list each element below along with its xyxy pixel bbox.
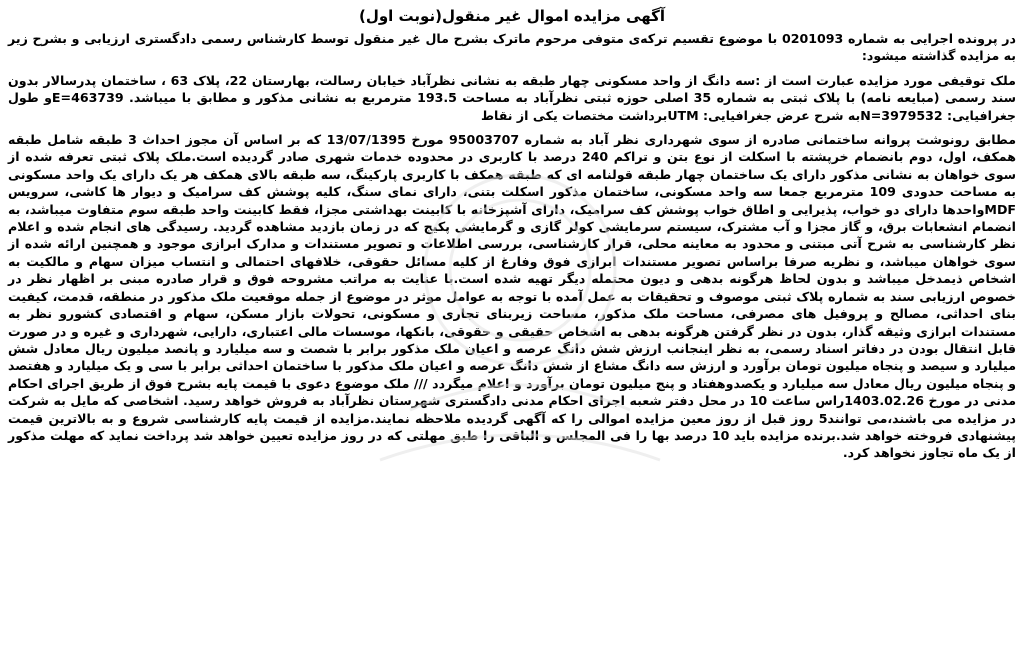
intro-paragraph: در پرونده اجرایی به شماره 0201093 با موضوع تقسیم ترکه‌ی متوفی مرحوم ماترک بشرح مال غیر منقول توسط کارشناس رسمی دادگستری ارزیابی و بشرح زیر به مزایده گذاشته میشود: (8, 31, 1016, 64)
notice-title: آگهی مزایده اموال غیر منقول(نوبت اول) (358, 7, 666, 25)
appraisal-details-paragraph: مطابق رونوشت پروانه ساختمانی صادره از سوی شهرداری نظر آباد به شماره 95003707 مورخ 13/07/1395 که بر اساس آن مجوز احداث 3 طبقه شامل طبقه همکف، اول، دوم بانضمام خرپشته با اسکلت از نوع بتن و تراکم 240 درصد با کاربری در محدوده خدمات شهری صادر گردیده است.ملک پلاک ثبتی تعرفه شده از سوی خواهان به نشانی مذکور دارای یک ساختمان چهار طبقه قولنامه ای که طبقه همکف با کاربری پارکینگ، سه طبقه بالای همکف هر یک دارای یک واحد مسکونی به مساحت حدودی 109 مترمربع جمعا سه واحد مسکونی، ساختمان مذکور اسکلت بتنی، دارای نمای سنگ، کلیه پوشش کف سرامیک و دیوار ها کاشی، سرویس MDFواحدها دارای دو خواب، پذیرایی و اطاق خواب پوشش کف سرامیک، دارای آشپزخانه با کابینت بهداشتی مجزا، فقط کابینت واحد طبقه سوم متفاوت میباشد، به انضمام انشعابات برق، و گاز مجزا و آب مشترک، سیستم سرمایشی کولر گازی و گرمایشی پکیج که در زمان بازدید مشاهده گردید. رسیدگی های انجام شده و اعلام نظر کارشناسی به شرح آتی مبتنی و محدود به معاینه محلی، قرار کارشناسی، بررسی اطلاعات و تصویر مستندات و مدارک ابرازی موجود و همچنین ارائه شده از سوی خواهان میباشد، و نظریه صرفا براساس تصویر مستندات ابرازی فوق وفارغ از کلیه مسائل حقوقی، خلافهای احتمالی و انتساب میزان سهام و مالکیت به اشخاص ذیمدخل میباشد و بدون لحاظ هرگونه بدهی و دیون محتمله دیگر تهیه شده است.با عنایت به مراتب مشروحه فوق و قرار صادره مبنی بر اظهار نظر در خصوص ارزیابی سند به شماره پلاک ثبتی موصوف و تحقیقات به عمل آمده با توجه به عوامل موثر در موضوع از جمله موقعیت ملک مذکور در منطقه، قدمت، کیفیت بنای احداثی، مصالح و پروفیل های مصرفی، مساحت ملک مذکور، مساحت زیربنای تجاری و مسکونی، تحولات بازار مسکن، سهام و اقتصادی کشورو نظر به مستندات ابرازی وثیقه گذار، بدون در نظر گرفتن هرگونه بدهی به اشخاص حقیقی و حقوقی، بانکها، موسسات مالی اعتباری، دارایی، شهرداری و غیره و در صورت قابل انتقال بودن در دفاتر اسناد رسمی، به نظر اینجانب ارزش شش دانگ عرصه و اعیان ملک مذکور برابر با شصت و سه میلیارد و پانصد میلیون ریال معادل شش میلیارد و سیصد و پنجاه میلیون تومان برآورد و ارزش سه دانگ مشاع از شش دانگ عرصه و اعیان ملک مذکور با ساختمان احداثی برابر با سی و یک میلیارد و هفتصد و پنجاه میلیون ریال معادل سه میلیارد و یکصدوهفتاد و پنج میلیون تومان برآورد و اعلام میگردد /// ملک موضوع دعوی با قیمت پایه بشرح فوق از طریق اجرای احکام مدنی در مورخ 1403.02.26راس ساعت 10 در محل دفتر شعبه اجرای احکام مدنی دادگستری شهرستان نظرآباد به فروش خواهد رسید. اشخاصی که مایل به شرکت در مزایده می باشند،می توانند5 روز قبل از روز معین مزایده اموالی را که آگهی گردیده ملاحظه نمایند.مزایده از قیمت پایه کارشناسی شروع و به بالاترین قیمت پیشنهادی فروخته خواهد شد.برنده مزایده باید 10 درصد بها را فی المجلس و الباقی را طبق مهلتی که در روز مزایده تعیین خواهد شد پرداخت نماید که مهلت مذکور از یک ماه تجاوز نخواهد کرد. (8, 132, 1016, 461)
property-description-paragraph: ملک توقیفی مورد مزایده عبارت است از :سه دانگ از واحد مسکونی چهار طبقه به نشانی نظرآباد خیابان رسالت، بهارستان 22، پلاک 63 ، ساختمان پدرسالار بدون سند رسمی (مبایعه نامه) با پلاک ثبتی به شماره 35 اصلی حوزه ثبتی نظرآباد به مساحت 193.5 مترمربع به نشانی مذکور و مطابق با میباشد. E=463739و طول جغرافیایی: N=3979532به شرح عرض جغرافیایی: UTMبرداشت مختصات یکی از نقاط (8, 72, 1016, 123)
